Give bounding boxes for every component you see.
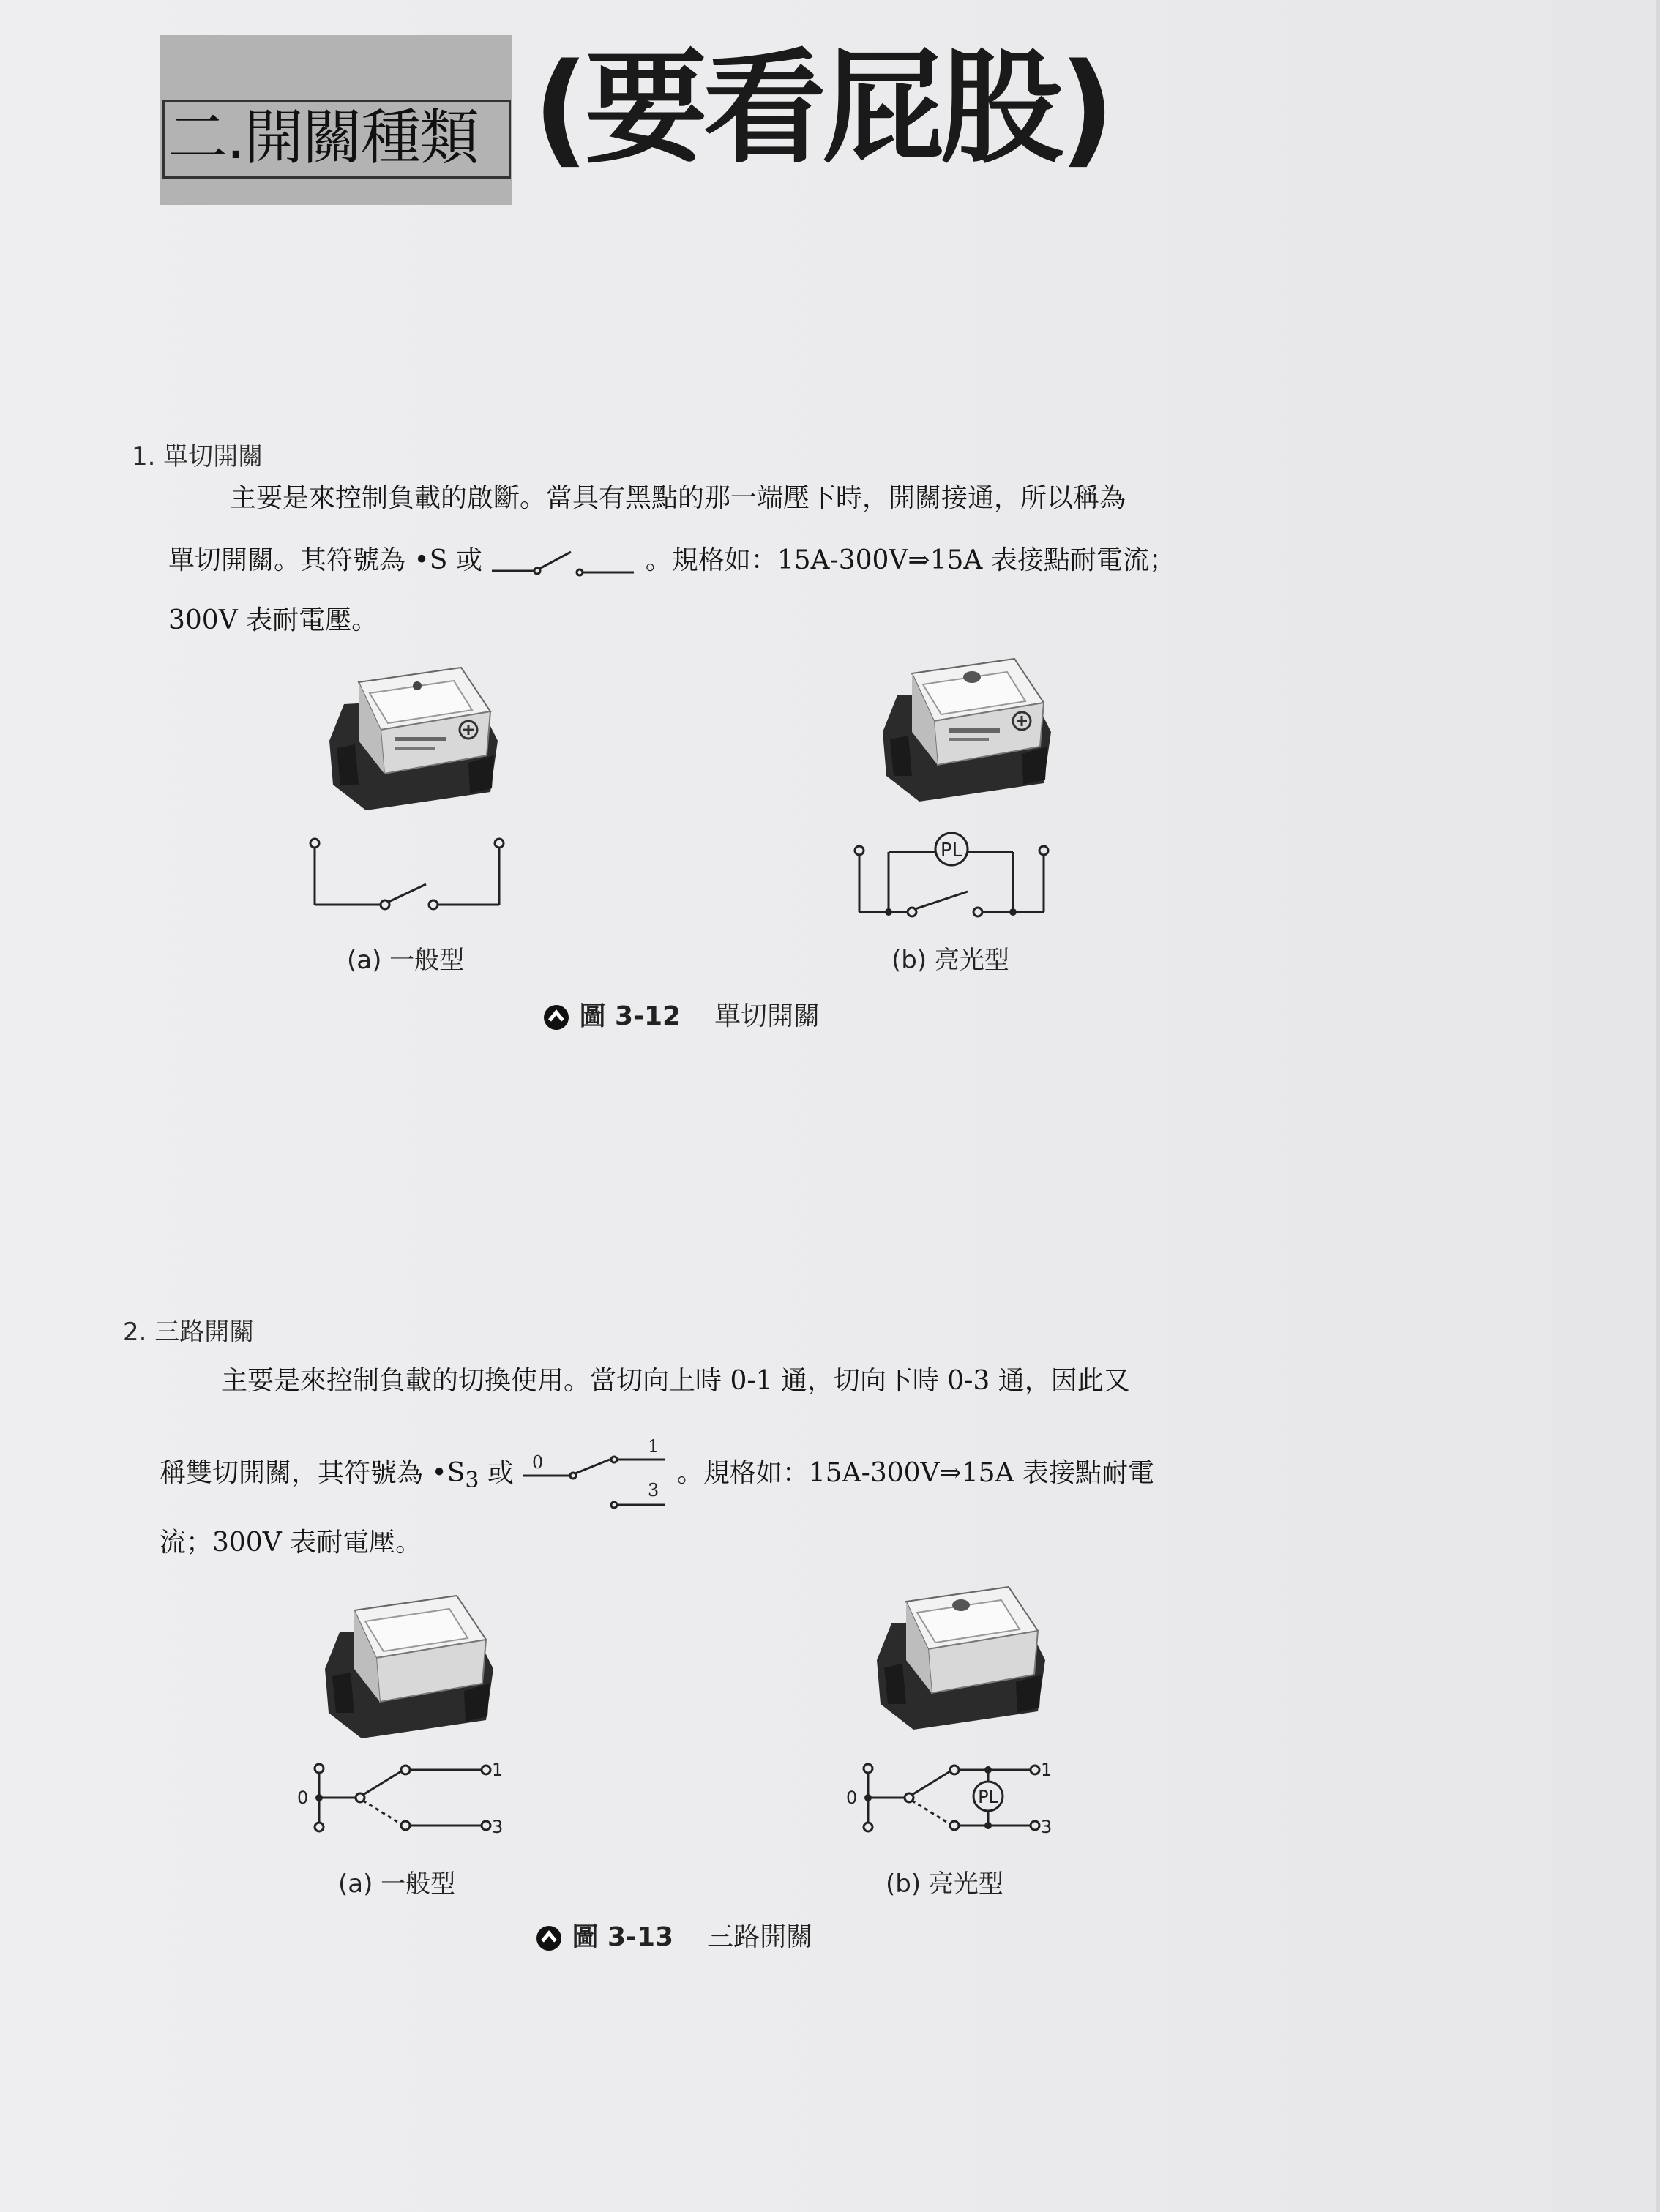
section1-line2-before: 單切開關。其符號為 [168,545,406,575]
symbol-s: S [429,545,448,575]
section2-line1: 主要是來控制負載的切換使用。當切向上時 0-1 通，切向下時 0-3 通，因此又 [221,1366,1130,1396]
section1-line2-after: 。規格如：15A-300V⇒15A 表接點耐電流； [645,545,1175,575]
section1-heading: 1. 單切開關 [132,442,263,471]
fig312-caption-b: (b) 亮光型 [891,946,1009,975]
fig313-caption-a: (a) 一般型 [338,1869,456,1899]
symbol-s3: S [446,1458,466,1488]
figure-3-12-caption [542,995,820,1033]
terminal-3-label: 3 [1041,1817,1053,1837]
section1-line3: 300V 表耐電壓。 [168,605,378,635]
section1-line1: 主要是來控制負載的啟斷。當具有黑點的那一端壓下時，開關接通，所以稱為 [230,483,1126,513]
terminal-0-label: 0 [297,1787,309,1808]
section1-line2-or: 或 [455,545,482,575]
symbol-terminal-0: 0 [532,1452,544,1473]
fig312-caption-a: (a) 一般型 [347,946,465,975]
three-way-switch-diagram-b [842,1754,1061,1842]
section2-line3: 流；300V 表耐電壓。 [160,1528,422,1558]
page-edge [1656,0,1660,2212]
figure-3-13-caption [534,1916,812,1954]
figure-marker-icon [534,1924,564,1953]
figure-3-12-title: 單切開關 [714,1001,820,1031]
section2-line2 [160,1435,1154,1515]
terminal-1-label: 1 [1041,1760,1053,1780]
section-title: 二.開關種類 [162,100,511,179]
symbol-s3-subscript: 3 [465,1468,479,1494]
three-way-switch-diagram-a [293,1754,512,1842]
figure-marker-icon [542,1003,571,1032]
figure-3-12-number: 圖 3-12 [579,1001,681,1031]
terminal-1-label: 1 [492,1760,504,1780]
three-way-switch-photo-a [310,1581,501,1749]
pilot-lamp-label: PL [940,840,963,862]
symbol-terminal-1: 1 [648,1436,659,1457]
figure-3-13-title: 三路開關 [707,1922,813,1952]
single-switch-diagram-b [849,827,1069,922]
terminal-0-label: 0 [846,1787,858,1808]
section2-heading: 2. 三路開關 [123,1318,255,1347]
handwritten-note: (要看屁股) [533,37,1111,180]
three-way-switch-photo-b [862,1572,1053,1741]
section2-line2-or: 或 [487,1458,514,1488]
single-switch-photo-b [868,644,1058,812]
fig313-caption-b: (b) 亮光型 [886,1869,1003,1899]
three-way-switch-symbol-icon [522,1435,668,1515]
symbol-terminal-3: 3 [648,1480,659,1501]
switch-dot-symbol: • [414,545,430,575]
pilot-lamp-label: PL [978,1787,998,1807]
terminal-3-label: 3 [492,1817,504,1837]
single-switch-photo-a [315,653,505,821]
single-switch-diagram-a [300,836,520,916]
switch-dot-symbol: • [431,1458,447,1488]
section2-line2-after: 。規格如：15A-300V⇒15A 表接點耐電 [676,1458,1154,1488]
figure-3-13-number: 圖 3-13 [572,1922,674,1952]
section2-line2-before: 稱雙切開關，其符號為 [160,1458,424,1488]
section1-line2 [168,545,1175,578]
single-switch-symbol-icon [490,546,637,578]
